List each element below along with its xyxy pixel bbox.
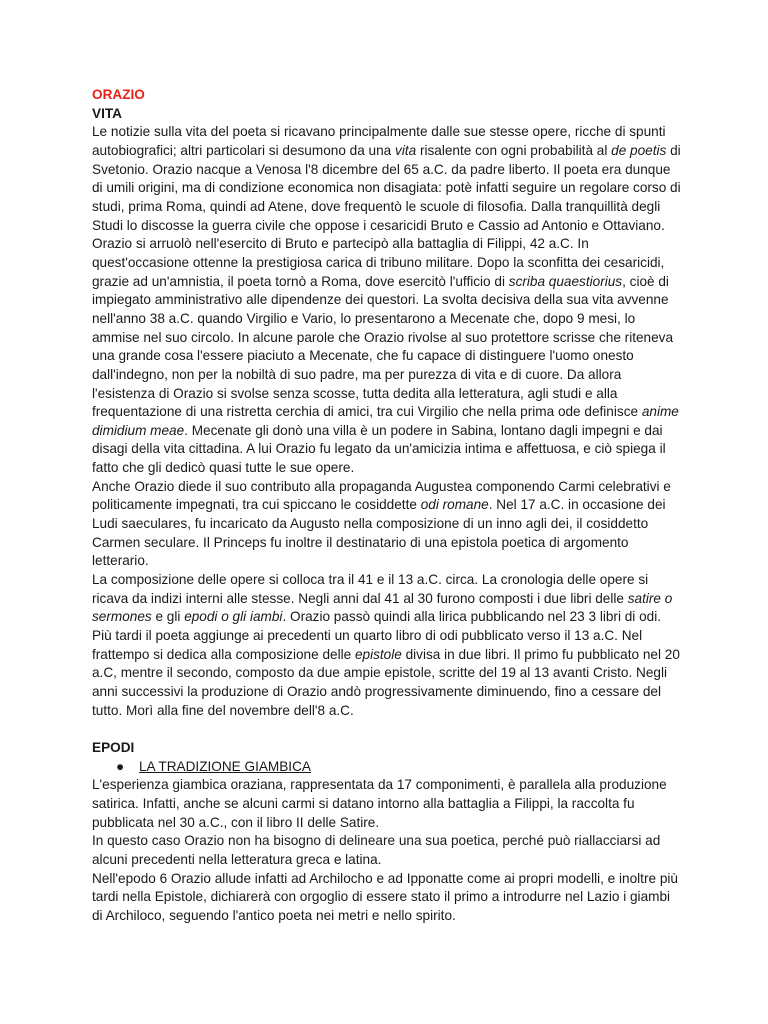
bullet-item bbox=[92, 758, 682, 777]
text-run: Più tardi il poeta aggiunge ai precedenti un quarto libro di odi pubblicato verso il 13 a.C. Nel frattempo si dedica alla composizione delle bbox=[92, 628, 643, 662]
text-run: Le notizie sulla vita del poeta si ricavano principalmente dalle sue stesse opere, ricche di spunti autobiografici; altri particolari si desumono da una bbox=[92, 124, 666, 158]
document-page bbox=[92, 86, 682, 925]
text-run: La composizione delle opere si colloca tra il 41 e il 13 a.C. circa. La cronologia delle opere si ricava da indizi interni alle stesse. Negli anni dal 41 al 30 furono composti i due libri delle bbox=[92, 572, 649, 606]
italic-text: odi romane bbox=[420, 497, 489, 513]
spacer bbox=[92, 720, 682, 739]
text-run: . Nel 17 a.C. in occasione dei Ludi saeculares, fu incaricato da Augusto nella composizione di un inno agli dei, il cosiddetto Carmen seculare. Il Princeps fu inoltre il destinatario di una epistola poetica di argomento letterario. bbox=[92, 497, 666, 569]
text-run: e gli bbox=[151, 609, 185, 625]
section-heading-epodi: EPODI bbox=[92, 739, 135, 755]
paragraph bbox=[92, 123, 682, 477]
italic-text: scriba quaestiorius bbox=[508, 273, 623, 289]
italic-text: epistole bbox=[354, 646, 402, 662]
text-run: . Orazio passò quindi alla lirica pubblicando nel 23 3 libri di odi. bbox=[282, 609, 662, 625]
paragraph bbox=[92, 571, 682, 627]
text-run: . Mecenate gli donò una villa è un podere in Sabina, lontano dagli impegni e dai disagi della vita cittadina. A lui Orazio fu legato da un'amicizia intima e affettuosa, e ciò spiega il fatto che gli dedicò quasi tutte le sue opere. bbox=[92, 422, 666, 476]
bullet-icon: ● bbox=[116, 758, 125, 774]
bullet-link-tradizione-giambica[interactable]: LA TRADIZIONE GIAMBICA bbox=[139, 758, 311, 774]
section-heading-vita: VITA bbox=[92, 105, 122, 121]
text-run: , cioè di impiegato amministrativo alle dipendenze dei questori. La svolta decisiva della sua vita avvenne nell'anno 38 a.C. quando Virgilio e Vario, lo presentarono a Mecenate che, dopo 9 mesi, lo ammise nel suo circolo. In alcune parole che Orazio rivolse al suo protettore scrisse che riteneva una grande cosa l'essere piaciuto a Mecenate, che fu capace di distinguere l'uomo onesto dall'indegno, non per la nobiltà di suo padre, ma per purezza di vita e di cuore. Da allora l'esistenza di Orazio si svolse senza scosse, tutta dedita alla letteratura, agli studi e alla frequentazione di una ristretta cerchia di amici, tra cui Virgilio che nella prima ode definisce bbox=[92, 273, 674, 420]
paragraph: L'esperienza giambica oraziana, rappresentata da 17 componimenti, è parallela alla produzione satirica. Infatti, anche se alcuni carmi si datano intorno alla battaglia a Filippi, la raccolta fu pubblicata nel 30 a.C., con il libro II delle Satire. bbox=[92, 777, 667, 830]
paragraph bbox=[92, 627, 682, 720]
italic-text: anime dimidium meae bbox=[92, 404, 679, 438]
text-run: divisa in due libri. Il primo fu pubblicato nel 20 a.C, mentre il secondo, composto da due ampie epistole, scritte del 19 al 13 avanti Cristo. Negli anni successivi la produzione di Orazio andò progressivamente diminuendo, fino a cessare del tutto. Morì alla fine del novembre dell'8 a.C. bbox=[92, 646, 680, 718]
document-title: ORAZIO bbox=[92, 87, 145, 102]
italic-text: satire o sermones bbox=[92, 590, 673, 625]
italic-text: de poetis bbox=[611, 142, 667, 158]
italic-text: epodi o gli iambi bbox=[184, 609, 283, 625]
paragraph: In questo caso Orazio non ha bisogno di delineare una sua poetica, perché può riallacciarsi ad alcuni precedenti nella letteratura greca e latina. bbox=[92, 833, 661, 867]
text-run: di Svetonio. Orazio nacque a Venosa l'8 dicembre del 65 a.C. da padre liberto. Il poeta era dunque di umili origini, ma di condizione economica non disagiata: potè infatti seguire un regolare corso di studi, prima Roma, quindi ad Atene, dove frequentò le scuole di filosofia. Dalla tranquillità degli Studi lo discosse la guerra civile che oppose i cesaricidi Bruto e Cassio ad Antonio e Ottaviano. Orazio si arruolò nell'esercito di Bruto e partecipò alla battaglia di Filippi, 42 a.C. In quest'occasione ottenne la prestigiosa carica di tribuno militare. Dopo la sconfitta dei cesaricidi, grazie ad un'amnistia, il poeta tornò a Roma, dove esercitò l'ufficio di bbox=[92, 142, 681, 289]
italic-text: vita bbox=[395, 142, 417, 158]
text-run: risalente con ogni probabilità al bbox=[416, 142, 612, 158]
paragraph: Nell'epodo 6 Orazio allude infatti ad Archilocho e ad Ipponatte come ai propri modelli, e inoltre più tardi nella Epistole, dichiarerà con orgoglio di essere stato il primo a introdurre nel Lazio i giambi di Archiloco, seguendo l'antico poeta nei metri e nello spirito. bbox=[92, 870, 678, 923]
paragraph bbox=[92, 478, 682, 571]
text-run: Anche Orazio diede il suo contributo alla propaganda Augustea componendo Carmi celebrativi e politicamente impegnati, tra cui spiccano le cosiddette bbox=[92, 478, 671, 513]
